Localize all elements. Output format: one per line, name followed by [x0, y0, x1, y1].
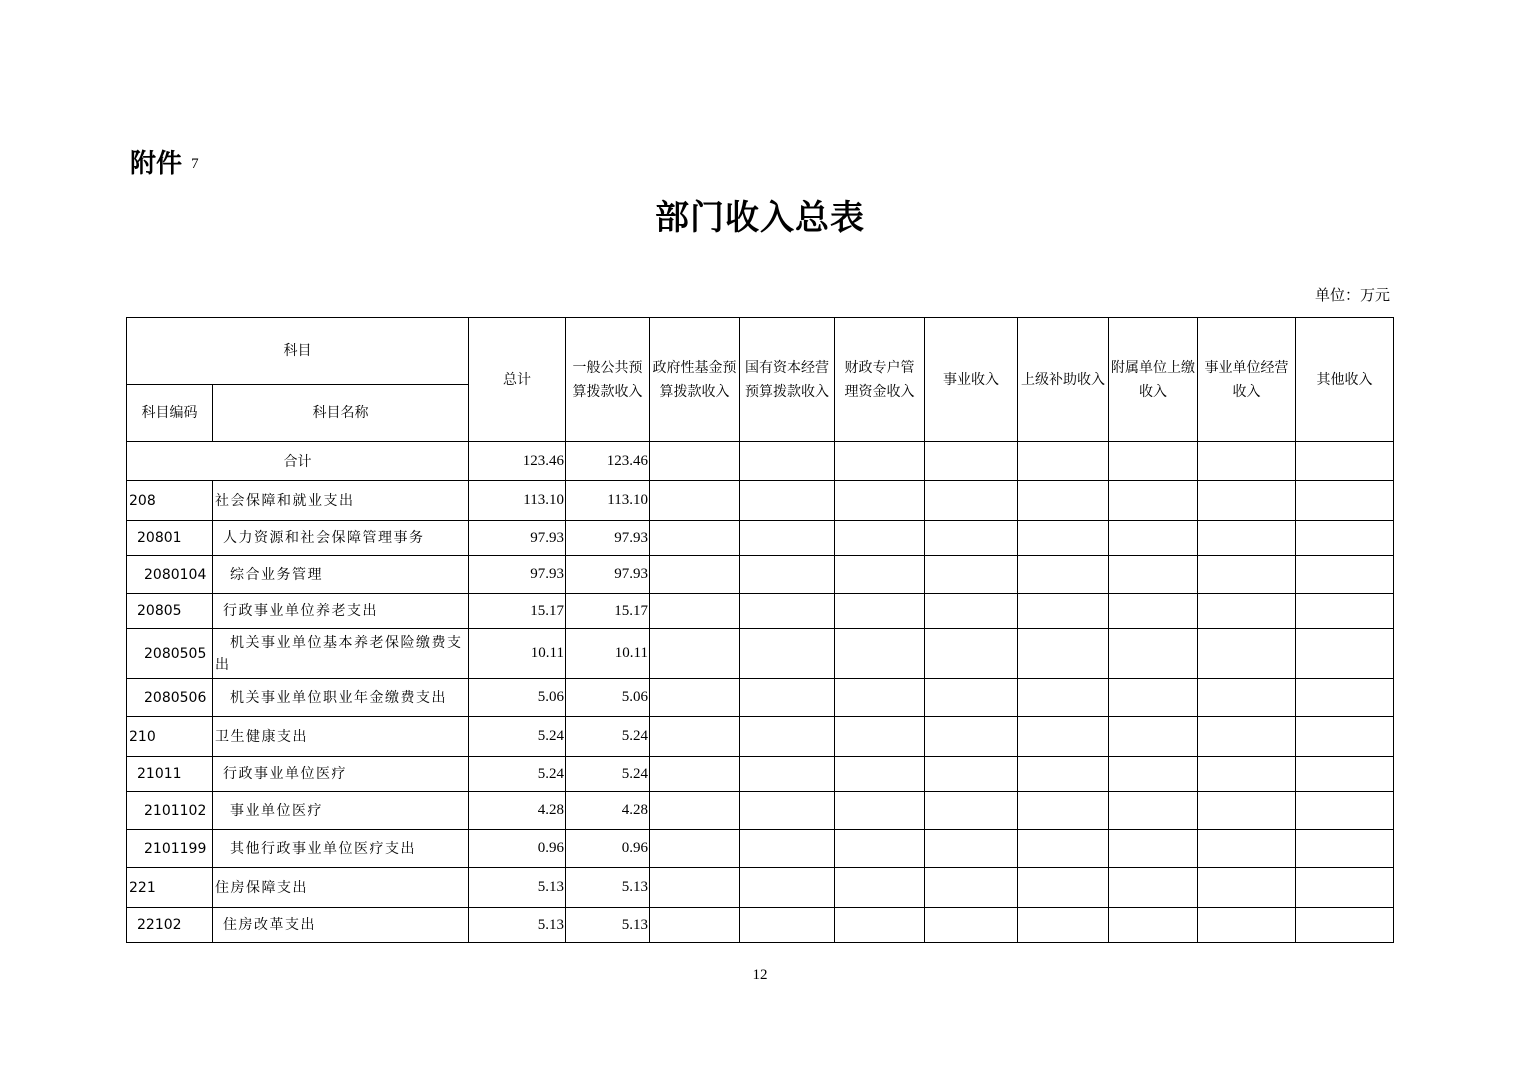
page-number: 12: [752, 967, 768, 983]
table-row: [127, 868, 1394, 908]
cell-name: 事业单位医疗: [213, 792, 469, 830]
cell-code: 2080104: [127, 556, 213, 594]
table-row: [127, 629, 1394, 679]
table-row: [127, 757, 1394, 792]
cell-name: 人力资源和社会保障管理事务: [213, 521, 469, 556]
table-row: [127, 717, 1394, 757]
cell-name: 住房保障支出: [213, 868, 469, 908]
cell-general-public: 123.46: [566, 442, 650, 481]
cell-name: 行政事业单位养老支出: [213, 594, 469, 629]
cell-name: 行政事业单位医疗: [213, 757, 469, 792]
cell-code: 2080505: [127, 629, 213, 679]
cell-total: 5.24: [469, 757, 566, 792]
unit-label: 单位：万元: [1314, 286, 1390, 304]
header-general-public: 一般公共预算拨款收入: [566, 318, 650, 442]
cell-code: 208: [127, 481, 213, 521]
cell-name: 住房改革支出: [213, 908, 469, 943]
cell-code: 20805: [127, 594, 213, 629]
header-operating: 事业单位经营收入: [1198, 318, 1296, 442]
header-subject-name: 科目名称: [213, 385, 469, 442]
table-row: [127, 792, 1394, 830]
cell-general-public: 10.11: [566, 629, 650, 679]
page-title: 部门收入总表: [655, 198, 865, 238]
cell-code: 221: [127, 868, 213, 908]
header-gov-fund: 政府性基金预算拨款收入: [650, 318, 740, 442]
cell-total: 5.13: [469, 908, 566, 943]
cell-general-public: 0.96: [566, 830, 650, 868]
cell-code: 210: [127, 717, 213, 757]
cell-name: 卫生健康支出: [213, 717, 469, 757]
cell-name: 综合业务管理: [213, 556, 469, 594]
cell-total: 5.24: [469, 717, 566, 757]
cell-general-public: 113.10: [566, 481, 650, 521]
header-state-capital: 国有资本经营预算拨款收入: [740, 318, 835, 442]
cell-code: 21011: [127, 757, 213, 792]
cell-total: 4.28: [469, 792, 566, 830]
table-row: [127, 830, 1394, 868]
cell-code: 20801: [127, 521, 213, 556]
cell-total: 5.06: [469, 679, 566, 717]
attachment-text: 附件: [130, 149, 183, 179]
table-row: [127, 908, 1394, 943]
table-row: [127, 481, 1394, 521]
cell-name: 其他行政事业单位医疗支出: [213, 830, 469, 868]
header-fiscal-special: 财政专户管理资金收入: [835, 318, 925, 442]
cell-name: 机关事业单位基本养老保险缴费支出: [213, 629, 469, 679]
cell-code: 2101199: [127, 830, 213, 868]
header-affiliated: 附属单位上缴收入: [1109, 318, 1198, 442]
attachment-label: [130, 143, 200, 180]
cell-general-public: 5.13: [566, 908, 650, 943]
cell-total: 5.13: [469, 868, 566, 908]
table-row: [127, 521, 1394, 556]
table-row: [127, 679, 1394, 717]
header-business: 事业收入: [925, 318, 1018, 442]
table-row: [127, 556, 1394, 594]
header-total: 总计: [469, 318, 566, 442]
cell-name: 机关事业单位职业年金缴费支出: [213, 679, 469, 717]
cell-general-public: 5.24: [566, 757, 650, 792]
attachment-number: 7: [191, 156, 199, 172]
cell-general-public: 5.24: [566, 717, 650, 757]
cell-general-public: 15.17: [566, 594, 650, 629]
cell-name: 社会保障和就业支出: [213, 481, 469, 521]
header-other: 其他收入: [1296, 318, 1394, 442]
cell-general-public: 5.06: [566, 679, 650, 717]
cell-total: 113.10: [469, 481, 566, 521]
header-subject-code: 科目编码: [127, 385, 213, 442]
header-subject: 科目: [127, 318, 469, 385]
cell-total: 15.17: [469, 594, 566, 629]
cell-general-public: 4.28: [566, 792, 650, 830]
cell-code: 22102: [127, 908, 213, 943]
cell-total: 97.93: [469, 556, 566, 594]
cell-total: 123.46: [469, 442, 566, 481]
cell-total: 10.11: [469, 629, 566, 679]
table-row-total: [127, 442, 1394, 481]
cell-total: 97.93: [469, 521, 566, 556]
cell-general-public: 5.13: [566, 868, 650, 908]
header-superior-subsidy: 上级补助收入: [1018, 318, 1109, 442]
total-label: 合计: [127, 442, 469, 481]
cell-total: 0.96: [469, 830, 566, 868]
cell-general-public: 97.93: [566, 521, 650, 556]
income-summary-table: [126, 317, 1394, 943]
cell-code: 2101102: [127, 792, 213, 830]
cell-general-public: 97.93: [566, 556, 650, 594]
table-row: [127, 594, 1394, 629]
cell-code: 2080506: [127, 679, 213, 717]
